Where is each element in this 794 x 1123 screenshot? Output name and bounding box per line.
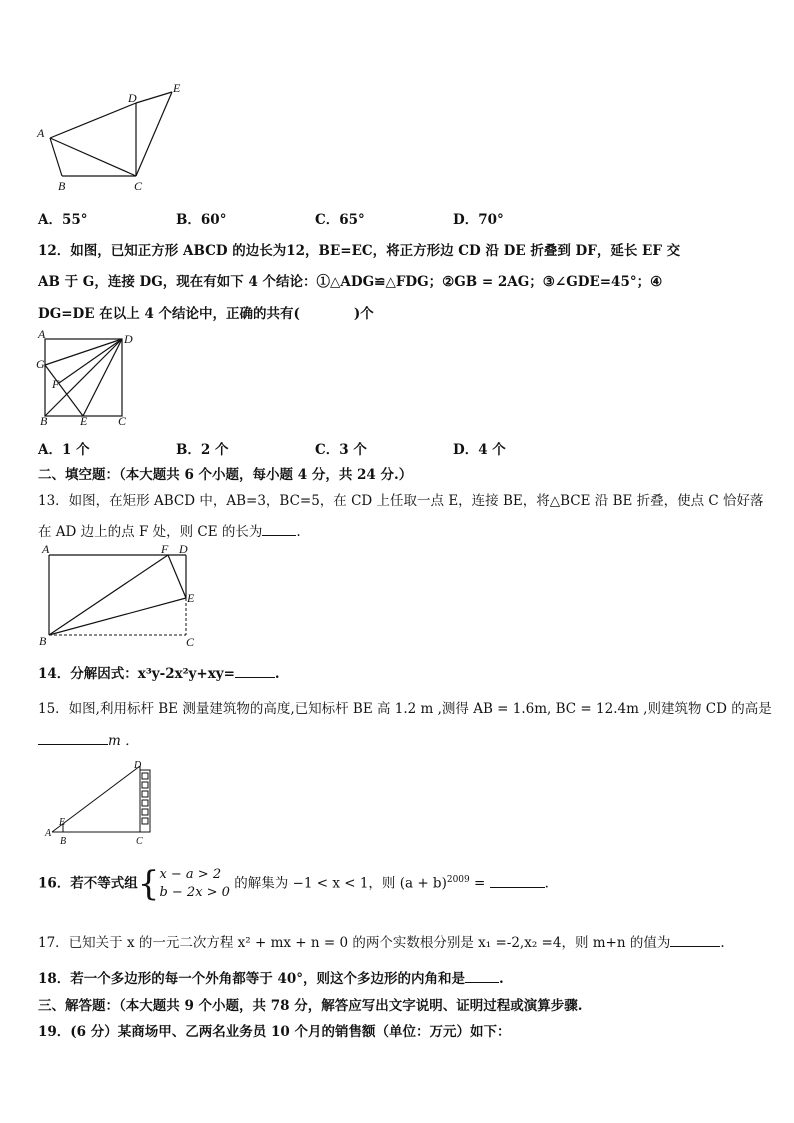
q16-row-2: b − 2x > 0 bbox=[159, 885, 230, 900]
q17-answer-blank bbox=[670, 934, 720, 947]
q13-answer-blank bbox=[262, 523, 296, 536]
q13-line-2-end: . bbox=[296, 524, 301, 540]
q17-end: . bbox=[720, 935, 725, 951]
q11-label-c: C bbox=[134, 179, 143, 193]
section-2-heading: 二、填空题：（本大题共 6 个小题，每小题 4 分，共 24 分.） bbox=[38, 467, 413, 483]
q12-label-f: F bbox=[52, 377, 60, 391]
section-3-heading: 三、解答题：（本大题共 9 个小题，共 78 分，解答应写出文字说明、证明过程或演算步骤. bbox=[38, 998, 583, 1014]
q12-label-e: E bbox=[80, 414, 88, 428]
q13-label-a: A bbox=[42, 542, 50, 556]
q13-line-2 bbox=[38, 520, 301, 540]
q17-text: 17．已知关于 x 的一元二次方程 x² + mx + n = 0 的两个实数根分别是 x₁ =-2,x₂ =4，则 m+n 的值为 bbox=[38, 935, 671, 951]
q13-line-1: 13．如图，在矩形 ABCD 中，AB=3，BC=5，在 CD 上任取一点 E，连接 BE，将△BCE 沿 BE 折叠，使点 C 恰好落 bbox=[38, 493, 764, 509]
q11-label-a: A bbox=[37, 126, 45, 140]
q12-figure bbox=[32, 328, 142, 428]
q11-label-b: B bbox=[58, 179, 66, 193]
q13-label-f: F bbox=[161, 542, 169, 556]
q11-option-d: D．70° bbox=[453, 212, 504, 228]
q12-label-d: D bbox=[124, 332, 133, 346]
q14-line bbox=[38, 662, 280, 682]
q13-figure bbox=[36, 540, 201, 650]
q15-label-a: A bbox=[45, 828, 52, 839]
q13-label-d: D bbox=[179, 542, 188, 556]
q15-label-d: D bbox=[134, 760, 142, 771]
q16-suffix: = bbox=[469, 875, 490, 892]
q15-label-c: C bbox=[136, 836, 143, 847]
q12-option-b: B．2 个 bbox=[176, 442, 229, 458]
q11-label-e: E bbox=[173, 81, 181, 95]
q18-line bbox=[38, 967, 504, 987]
q11-option-a: A．55° bbox=[38, 212, 88, 228]
q11-label-d: D bbox=[128, 91, 137, 105]
q16-brace: { bbox=[137, 864, 160, 904]
q12-label-b: B bbox=[40, 414, 48, 428]
q16-row-1: x − a > 2 bbox=[159, 867, 222, 882]
q14-end: . bbox=[274, 666, 280, 682]
q11-figure bbox=[32, 80, 192, 195]
q14-answer-blank bbox=[235, 665, 275, 678]
q16-exponent: 2009 bbox=[446, 875, 470, 885]
q16-prefix: 16．若不等式组 bbox=[38, 875, 138, 892]
q15-label-b: B bbox=[60, 836, 67, 847]
q11-option-c: C．65° bbox=[315, 212, 365, 228]
q16-system bbox=[159, 866, 230, 902]
q18-answer-blank bbox=[465, 970, 499, 983]
q12-option-c: C．3 个 bbox=[315, 442, 367, 458]
q18-text: 18．若一个多边形的每一个外角都等于 40°，则这个多边形的内角和是 bbox=[38, 971, 466, 987]
q16-answer-blank bbox=[490, 875, 545, 888]
q15-unit: m ． bbox=[108, 733, 139, 749]
q18-end: . bbox=[499, 971, 504, 987]
q12-label-a: A bbox=[38, 328, 46, 341]
q12-line-1: 12．如图，已知正方形 ABCD 的边长为12，BE=EC，将正方形边 CD 沿 DE 折叠到 DF，延长 EF 交 bbox=[38, 243, 681, 259]
q15-label-e: E bbox=[59, 817, 66, 828]
q16-end: . bbox=[544, 875, 549, 892]
q13-label-c: C bbox=[186, 635, 195, 649]
q14-text: 14．分解因式：x³y-2x²y+xy= bbox=[38, 666, 235, 682]
q13-label-e: E bbox=[187, 591, 195, 605]
q12-label-c: C bbox=[118, 414, 127, 428]
q12-line-3: DG=DE 在以上 4 个结论中，正确的共有( )个 bbox=[38, 306, 374, 322]
q12-option-a: A．1 个 bbox=[38, 442, 90, 458]
q12-label-g: G bbox=[36, 357, 45, 371]
q16-line bbox=[38, 866, 549, 902]
q15-figure bbox=[42, 758, 162, 850]
q12-line-2: AB 于 G，连接 DG，现在有如下 4 个结论：①△ADG≌△FDG；②GB = 2AG；③∠GDE=45°；④ bbox=[38, 274, 663, 290]
q15-answer-blank bbox=[38, 732, 108, 745]
q15-line-2 bbox=[38, 729, 139, 749]
q12-option-d: D．4 个 bbox=[453, 442, 506, 458]
q16-middle: 的解集为 −1 < x < 1，则 (a + b) bbox=[234, 875, 447, 892]
q19-line: 19．(6 分）某商场甲、乙两名业务员 10 个月的销售额（单位：万元）如下： bbox=[38, 1024, 511, 1040]
q17-line bbox=[38, 931, 725, 951]
q13-line-2-text: 在 AD 边上的点 F 处，则 CE 的长为 bbox=[38, 524, 263, 540]
q11-option-b: B．60° bbox=[176, 212, 227, 228]
q13-label-b: B bbox=[39, 634, 47, 648]
q15-line-1: 15．如图,利用标杆 BE 测量建筑物的高度,已知标杆 BE 高 1.2 m ,测得 AB = 1.6m, BC = 12.4m ,则建筑物 CD 的高是 bbox=[38, 701, 772, 717]
